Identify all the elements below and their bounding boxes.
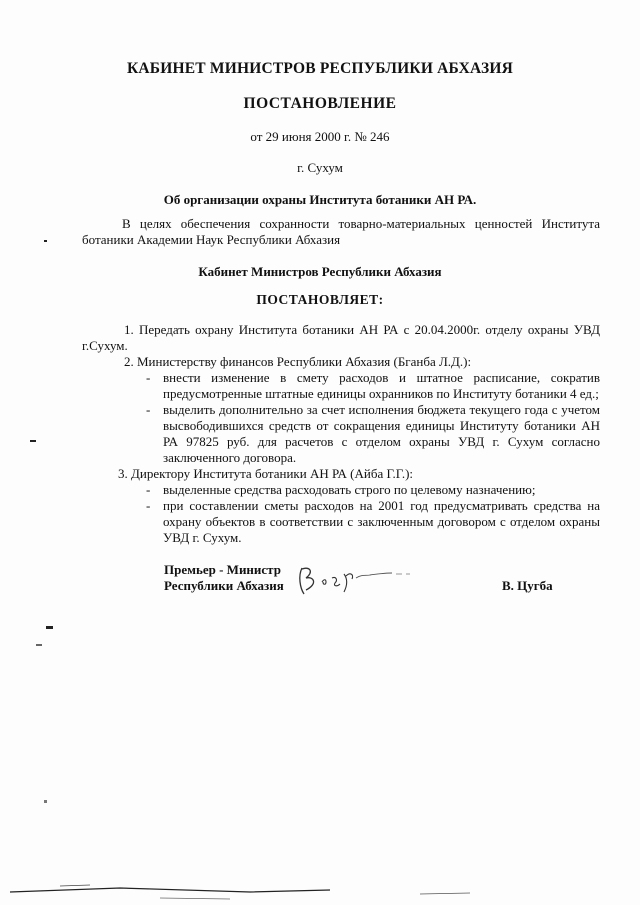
scan-speck xyxy=(46,626,53,629)
scan-speck xyxy=(36,644,42,646)
scan-edge-lines xyxy=(0,870,640,905)
signatory-name: В. Цугба xyxy=(502,578,553,593)
item-2-2-line-3: РА 97825 руб. для расчетов с отделом охраны УВД г. Сухум согласно xyxy=(163,434,600,449)
item-2-2-line-2: высвободившихся средств от сокращения единицы Институту ботаники АН xyxy=(163,418,600,433)
doc-type-title: ПОСТАНОВЛЕНИЕ xyxy=(243,95,397,112)
item-2-1-line-2: предусмотренные штатные единицы охранников по Институту ботаники 4 ед.; xyxy=(163,386,599,401)
signatory-title-line-2: Республики Абхазия xyxy=(164,578,284,593)
item-2-2-line-4: заключенного договора. xyxy=(163,450,297,465)
date-number: от 29 июня 2000 г. № 246 xyxy=(250,129,390,144)
preamble-line-1: В целях обеспечения сохранности товарно-материальных ценностей Института xyxy=(122,216,600,231)
item-1-line-1: 1. Передать охрану Института ботаники АН РА с 20.04.2000г. отделу охраны УВД xyxy=(124,322,600,337)
bullet-dash: - xyxy=(146,482,151,497)
item-3-2-line-2: охрану объектов в соответствии с заключенным договором с отделом охраны xyxy=(163,514,600,529)
issuer: Кабинет Министров Республики Абхазия xyxy=(198,264,442,279)
bullet-dash: - xyxy=(146,402,151,417)
item-2-head: 2. Министерству финансов Республики Абхазия (Бганба Л.Д.): xyxy=(124,354,472,369)
scan-speck xyxy=(44,800,47,803)
bullet-dash: - xyxy=(146,370,151,385)
handwritten-signature xyxy=(292,560,432,600)
item-2-1-line-1: внести изменение в смету расходов и штатное расписание, сократив xyxy=(163,370,600,385)
subject-title: Об организации охраны Института ботаники АН РА. xyxy=(163,192,477,207)
item-3-2-line-3: УВД г. Сухум. xyxy=(163,530,242,545)
city: г. Сухум xyxy=(297,160,343,175)
org-header: КАБИНЕТ МИНИСТРОВ РЕСПУБЛИКИ АБХАЗИЯ xyxy=(126,60,514,77)
item-3-2-line-1: при составлении сметы расходов на 2001 год предусматривать средства на xyxy=(163,498,600,513)
preamble-line-2: ботаники Академии Наук Республики Абхазия xyxy=(82,232,341,247)
signatory-title-line-1: Премьер - Министр xyxy=(164,562,281,577)
scan-speck xyxy=(44,240,47,242)
item-3-1-line-1: выделенные средства расходовать строго по целевому назначению; xyxy=(163,482,536,497)
decree-word: ПОСТАНОВЛЯЕТ: xyxy=(256,292,384,307)
bullet-dash: - xyxy=(146,498,151,513)
item-2-2-line-1: выделить дополнительно за счет исполнения бюджета текущего года с учетом xyxy=(163,402,600,417)
item-1-line-2: г.Сухум. xyxy=(82,338,128,353)
scan-speck xyxy=(30,440,36,442)
item-3-head: 3. Директору Института ботаники АН РА (Айба Г.Г.): xyxy=(118,466,414,481)
